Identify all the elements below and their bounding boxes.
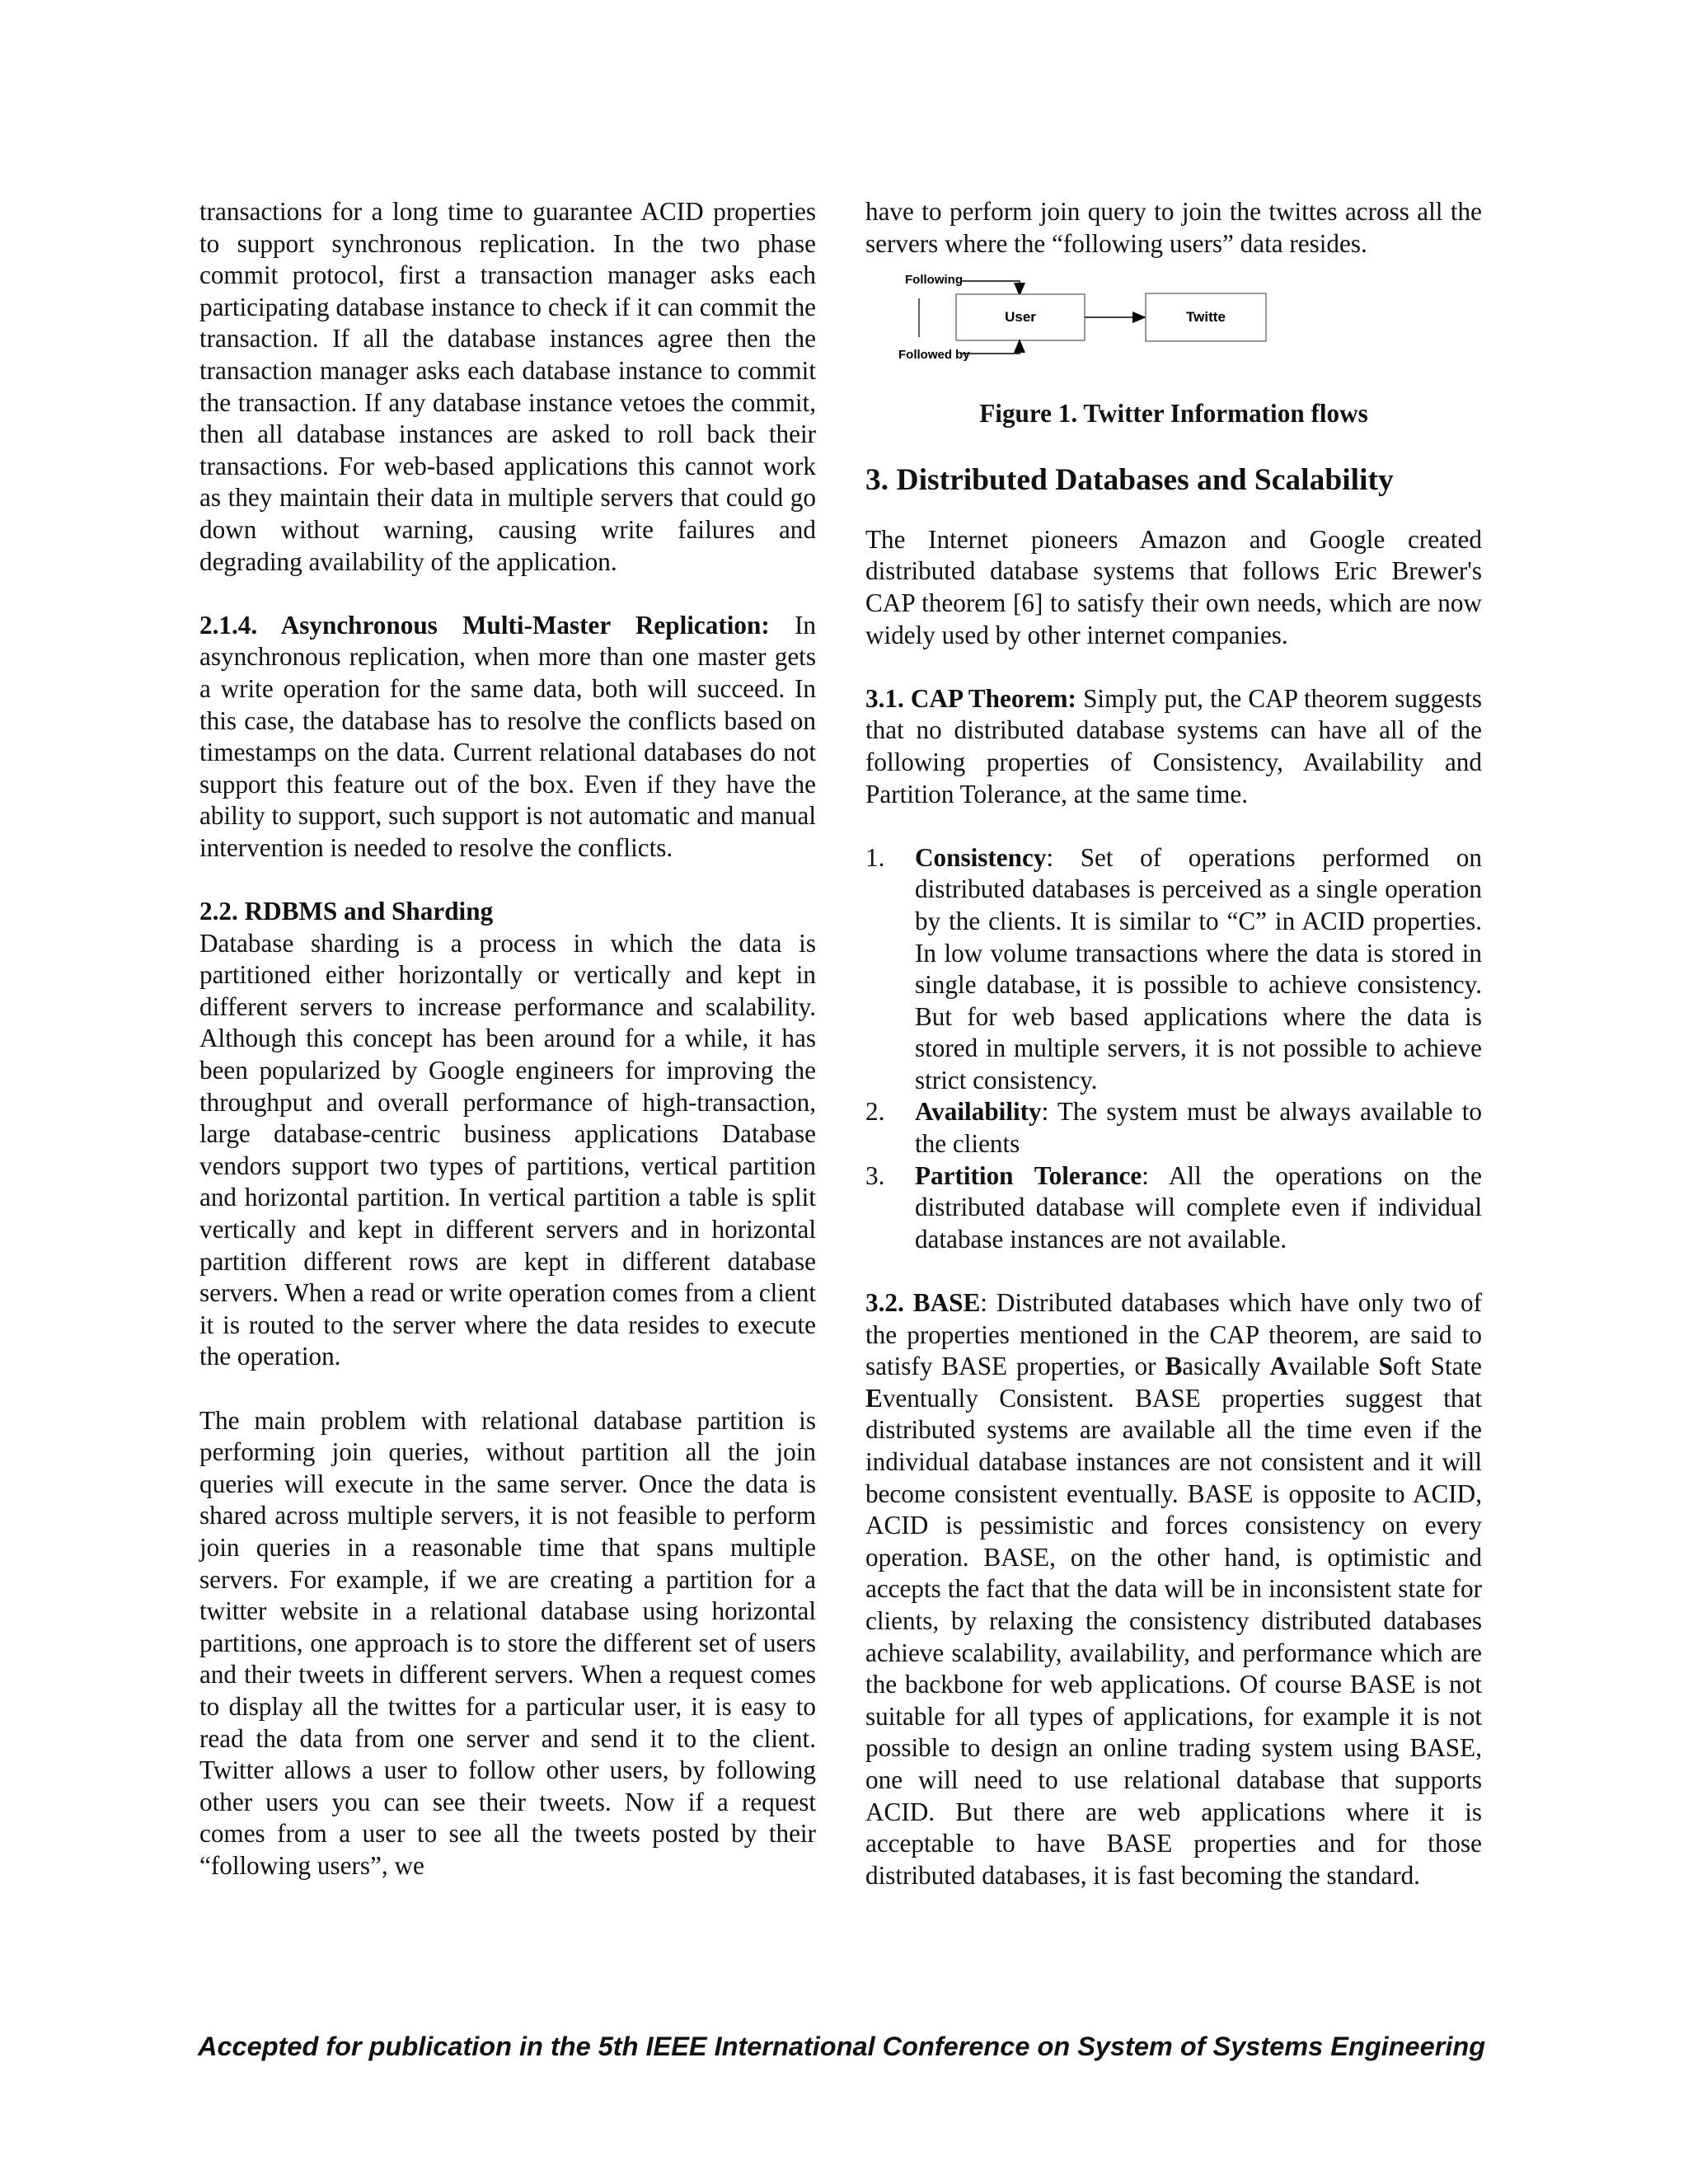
section-2-1-4-body: In asynchronous replication, when more than one master gets a write operation for the same data, both will succeed. In this case, the database has to resolve the conflicts based on timestamps on the data. Current relational databases do not support this feature out of the box. Even if they have the ability to support, such support is not automatic and manual intervention is needed to resolve the conflicts. [199, 610, 816, 862]
section-3-2-heading: 3.2. BASE [865, 1288, 981, 1318]
base-word-oft: oft State [1393, 1352, 1482, 1381]
list-term: Consistency [915, 842, 1047, 872]
section-2-2-heading [199, 896, 816, 928]
base-word-asically: asically [1182, 1352, 1270, 1381]
figure-caption: Figure 1. Twitter Information flows [979, 399, 1368, 429]
section-3-2-body-b: BASE properties suggest that distributed systems are available all the time even if the individual database instances are not consistent and it will become consistent eventually. BASE is opposite to ACID, ACID is pessimistic and forces consistency on every operation. BASE, on the other hand, is optimistic and accepts the fact that the data will be in inconsistent state for clients, by relaxing the consistency distributed databases achieve scalability, availability, and performance which are the backbone for web applications. Of course BASE is not suitable for all types of applications, for example it is not possible to design an online trading system using BASE, one will need to use relational database that supports ACID. But there are web applications where it is acceptable to have BASE properties and for those distributed databases, it is fast becoming the standard. [865, 1383, 1482, 1890]
list-text: : All the operations on the distributed database will complete even if individual database instances are not available. [915, 1160, 1483, 1254]
list-item [865, 1096, 1482, 1160]
section-2-1-4-heading: 2.1.4. Asynchronous Multi-Master Replication: [199, 610, 770, 640]
base-word-ventually: ventually Consistent. [882, 1383, 1114, 1413]
section-3-body: The Internet pioneers Amazon and Google created distributed database systems that follows Eric Brewer's CAP theorem [6] to satisfy their own needs, which are now widely used by other internet companies. [865, 524, 1482, 649]
section-2-1-4 [199, 610, 816, 865]
section-2-2-body: Database sharding is a process in which the data is partitioned either horizontally or vertically and kept in different servers to increase performance and scalability. Although this concept has been around for a while, it has been popularized by Google engineers for improving the throughput and overall performance of high-transaction, large database-centric business applications Database vendors support two types of partitions, vertical partition and horizontal partition. In vertical partition a table is split vertically and kept in different servers and in horizontal partition different rows are kept in different database servers. When a read or write operation comes from a client it is routed to the server where the data resides to execute the operation. [199, 928, 816, 1371]
list-number: 2. [865, 1097, 885, 1127]
section-3-2 [865, 1287, 1482, 1891]
publication-footer: Accepted for publication in the 5th IEEE International Conference on System of Systems Engineering [198, 2032, 1486, 2061]
section-3-1 [865, 683, 1482, 810]
list-item [865, 842, 1482, 1097]
base-letter-a: A [1269, 1352, 1288, 1381]
arrow-following [960, 281, 1020, 294]
section-3-2-body-a: : Distributed databases which have only two of the properties mentioned in the CAP theorem, are said to satisfy BASE properties, or [865, 1288, 1482, 1381]
label-followed-by: Followed by [898, 348, 970, 363]
paragraph-join-continued: have to perform join query to join the twittes across all the servers where the “following users” data resides. [865, 197, 1482, 258]
list-text: : Set of operations performed on distributed databases is perceived as a single operation by the clients. It is similar to “C” in ACID properties. In low volume transactions where the data is stored in single database, it is possible to achieve consistency. But for web based applications where the data is stored in multiple servers, it is not possible to achieve strict consistency. [915, 842, 1482, 1094]
figure-twitter-flows [865, 260, 1482, 398]
section-2-2-heading-text: 2.2. RDBMS and Sharding [199, 897, 494, 926]
list-number: 3. [865, 1160, 885, 1190]
base-word-vailable: vailable [1288, 1352, 1379, 1381]
list-number: 1. [865, 842, 885, 872]
list-term: Availability [915, 1097, 1042, 1127]
list-term: Partition Tolerance [915, 1160, 1142, 1190]
base-letter-e: E [865, 1383, 883, 1413]
cap-properties-list [865, 842, 1482, 1256]
section-3-1-heading: 3.1. CAP Theorem: [865, 683, 1076, 713]
base-letter-s: S [1378, 1352, 1394, 1381]
box-twitte-label: Twitte [1186, 309, 1226, 326]
section-3-1-body: Simply put, the CAP theorem suggests that no distributed database systems can have all of the following properties of Consistency, Availability and Partition Tolerance, at the same time. [865, 683, 1482, 808]
list-item [865, 1160, 1482, 1256]
box-user-label: User [1005, 309, 1036, 326]
base-letter-b: B [1165, 1352, 1183, 1381]
left-column [199, 196, 816, 1882]
right-column [865, 196, 1482, 1891]
section-3-heading: 3. Distributed Databases and Scalability [865, 462, 1394, 497]
list-text: : The system must be always available to the clients [915, 1097, 1482, 1159]
label-following: Following [905, 273, 963, 288]
paragraph-join-queries: The main problem with relational database partition is performing join queries, without partition all the join queries will execute in the same server. Once the data is shared across multiple servers, it is not feasible to perform join queries in a reasonable time that spans multiple servers. For example, if we are creating a partition for a twitter website in a relational database using horizontal partitions, one approach is to store the different set of users and their tweets in different servers. When a request comes to display all the twittes for a particular user, it is easy to read the data from one server and send it to the client. Twitter allows a user to follow other users, by following other users you can see their tweets. Now if a request comes from a user to see all the tweets posted by their “following users”, we [199, 1405, 816, 1880]
twitter-flow-diagram [865, 269, 1482, 367]
paragraph-two-phase-commit: transactions for a long time to guarantee ACID properties to support synchronous replication. In the two phase commit protocol, first a transaction manager asks each participating database instance to check if it can commit the transaction. If all the database instances agree then the transaction manager asks each database instance to commit the transaction. If any database instance vetoes the commit, then all database instances are asked to roll back their transactions. For web-based applications this cannot work as they maintain their data in multiple servers that could go down without warning, causing write failures and degrading availability of the application. [199, 197, 816, 576]
